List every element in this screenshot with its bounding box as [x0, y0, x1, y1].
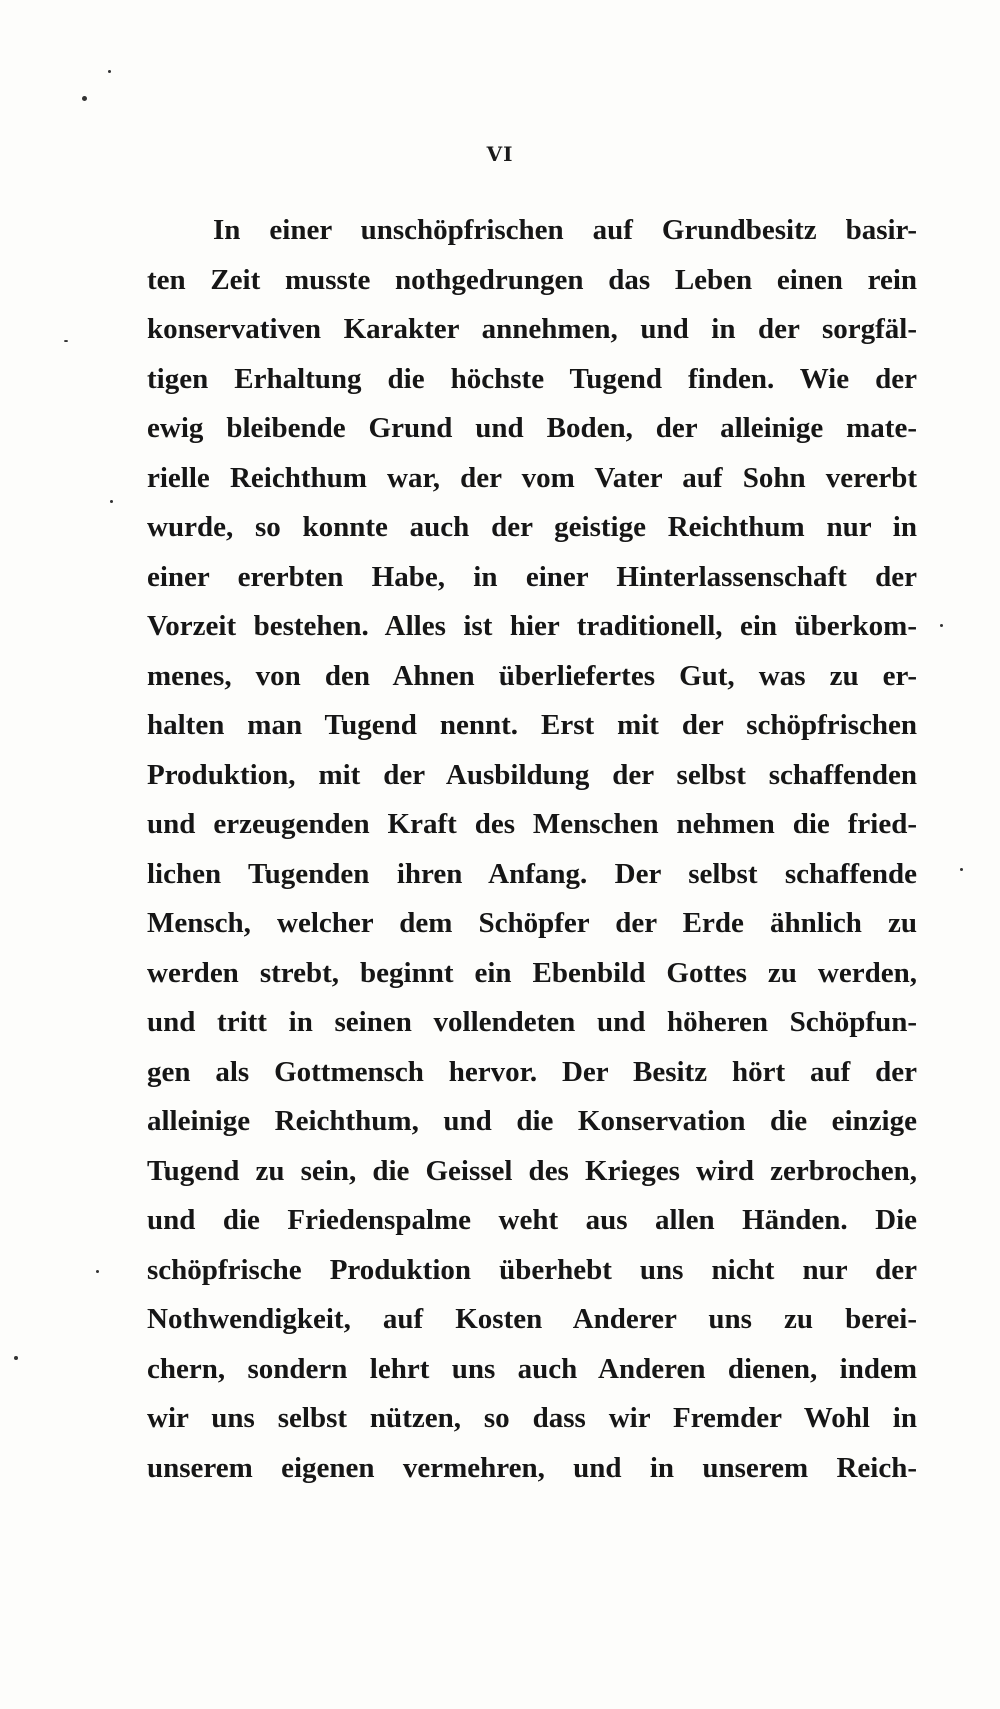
scan-speck	[82, 96, 87, 101]
text-line: Tugend zu sein, die Geissel des Krieges wird zerbrochen,	[147, 1154, 917, 1187]
text-line: ewig bleibende Grund und Boden, der alleinige mate-	[147, 412, 917, 444]
text-line: wurde, so konnte auch der geistige Reichthum nur in	[147, 511, 917, 543]
text-line: werden strebt, beginnt ein Ebenbild Gottes zu werden,	[147, 956, 917, 989]
text-line: gen als Gottmensch hervor. Der Besitz hört auf der	[147, 1055, 917, 1088]
text-line: menes, von den Ahnen überliefertes Gut, was zu er-	[147, 659, 917, 692]
text-line: lichen Tugenden ihren Anfang. Der selbst schaffende	[147, 857, 917, 890]
text-line: alleinige Reichthum, und die Konservation die einzige	[147, 1105, 917, 1137]
scan-speck	[96, 1270, 99, 1273]
page-number: VI	[486, 142, 514, 166]
text-line: einer ererbten Habe, in einer Hinterlassenschaft der	[147, 560, 917, 593]
text-line: Vorzeit bestehen. Alles ist hier traditionell, ein überkom-	[147, 610, 917, 642]
text-line: schöpfrische Produktion überhebt uns nicht nur der	[147, 1253, 917, 1286]
scan-speck	[108, 70, 111, 73]
text-line: ten Zeit musste nothgedrungen das Leben einen rein	[147, 263, 917, 296]
text-line: rielle Reichthum war, der vom Vater auf Sohn vererbt	[147, 461, 917, 494]
scan-speck	[14, 1356, 18, 1360]
text-line: In einer unschöpfrischen auf Grundbesitz basir-	[213, 214, 917, 246]
text-line: halten man Tugend nennt. Erst mit der schöpfrischen	[147, 709, 917, 741]
text-line: und tritt in seinen vollendeten und höheren Schöpfun-	[147, 1006, 917, 1038]
body-text	[147, 206, 917, 1493]
text-line: und erzeugenden Kraft des Menschen nehmen die fried-	[147, 808, 917, 840]
scan-speck	[110, 500, 113, 503]
text-line: Mensch, welcher dem Schöpfer der Erde ähnlich zu	[147, 907, 917, 939]
text-line: chern, sondern lehrt uns auch Anderen dienen, indem	[147, 1352, 917, 1385]
text-line: Produktion, mit der Ausbildung der selbst schaffenden	[147, 758, 917, 791]
text-line: konservativen Karakter annehmen, und in der sorgfäl-	[147, 313, 917, 345]
scan-speck	[960, 868, 963, 871]
text-line: Nothwendigkeit, auf Kosten Anderer uns zu berei-	[147, 1303, 917, 1335]
scan-speck	[64, 340, 68, 342]
scan-speck	[940, 624, 943, 627]
text-line: wir uns selbst nützen, so dass wir Fremder Wohl in	[147, 1402, 917, 1434]
text-line: tigen Erhaltung die höchste Tugend finden. Wie der	[147, 362, 917, 395]
text-line: und die Friedenspalme weht aus allen Händen. Die	[147, 1204, 917, 1236]
text-line: unserem eigenen vermehren, und in unserem Reich-	[147, 1451, 917, 1484]
